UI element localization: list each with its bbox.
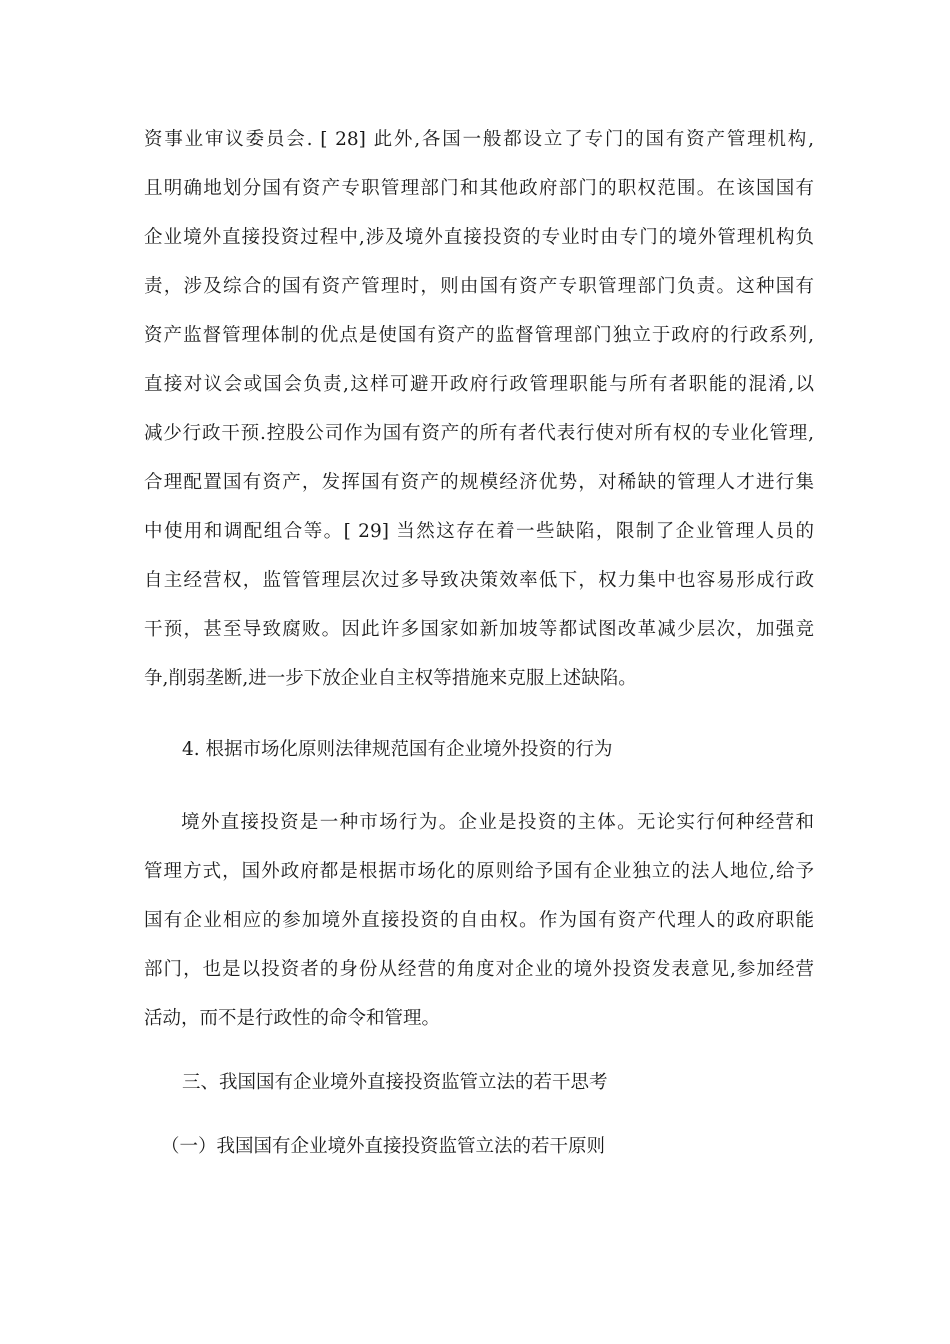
paragraph-line: 境外直接投资是一种市场行为。企业是投资的主体。无论实行何种经营和 — [181, 812, 814, 833]
section-title: 三、我国国有企业境外直接投资监管立法的若干思考 — [182, 1072, 608, 1093]
paragraph-line: 争,削弱垄断,进一步下放企业自主权等措施来克服上述缺陷。 — [144, 668, 637, 689]
paragraph-line: 且明确地划分国有资产专职管理部门和其他政府部门的职权范围。在该国国有 — [144, 178, 814, 199]
paragraph-line: 活动，而不是行政性的命令和管理。 — [144, 1008, 441, 1029]
paragraph-line: 企业境外直接投资过程中,涉及境外直接投资的专业时由专门的境外管理机构负 — [144, 227, 814, 248]
paragraph-line: 中使用和调配组合等。[ 29] 当然这存在着一些缺陷，限制了企业管理人员的 — [144, 521, 814, 542]
paragraph-line: 减少行政干预.控股公司作为国有资产的所有者代表行使对所有权的专业化管理, — [144, 423, 814, 444]
paragraph-market-principle — [144, 798, 814, 1043]
heading-item-4: 4. 根据市场化原则法律规范国有企业境外投资的行为 — [182, 739, 613, 760]
subsection-title: （一）我国国有企业境外直接投资监管立法的若干原则 — [161, 1136, 606, 1157]
paragraph-line: 自主经营权，监管管理层次过多导致决策效率低下，权力集中也容易形成行政 — [144, 570, 814, 591]
paragraph-line: 资产监督管理体制的优点是使国有资产的监督管理部门独立于政府的行政系列, — [144, 325, 814, 346]
paragraph-state-asset-management — [144, 115, 814, 703]
paragraph-line: 资事业审议委员会. [ 28] 此外,各国一般都设立了专门的国有资产管理机构, — [144, 129, 814, 150]
paragraph-line: 国有企业相应的参加境外直接投资的自由权。作为国有资产代理人的政府职能 — [144, 910, 814, 931]
paragraph-line: 部门，也是以投资者的身份从经营的角度对企业的境外投资发表意见,参加经营 — [144, 959, 814, 980]
paragraph-line: 责，涉及综合的国有资产管理时，则由国有资产专职管理部门负责。这种国有 — [144, 276, 814, 297]
paragraph-line: 直接对议会或国会负责,这样可避开政府行政管理职能与所有者职能的混淆,以 — [144, 374, 814, 395]
paragraph-line: 管理方式，国外政府都是根据市场化的原则给予国有企业独立的法人地位,给予 — [144, 861, 814, 882]
paragraph-line: 合理配置国有资产，发挥国有资产的规模经济优势，对稀缺的管理人才进行集 — [144, 472, 814, 493]
paragraph-line: 干预，甚至导致腐败。因此许多国家如新加坡等都试图改革减少层次，加强竞 — [144, 619, 814, 640]
